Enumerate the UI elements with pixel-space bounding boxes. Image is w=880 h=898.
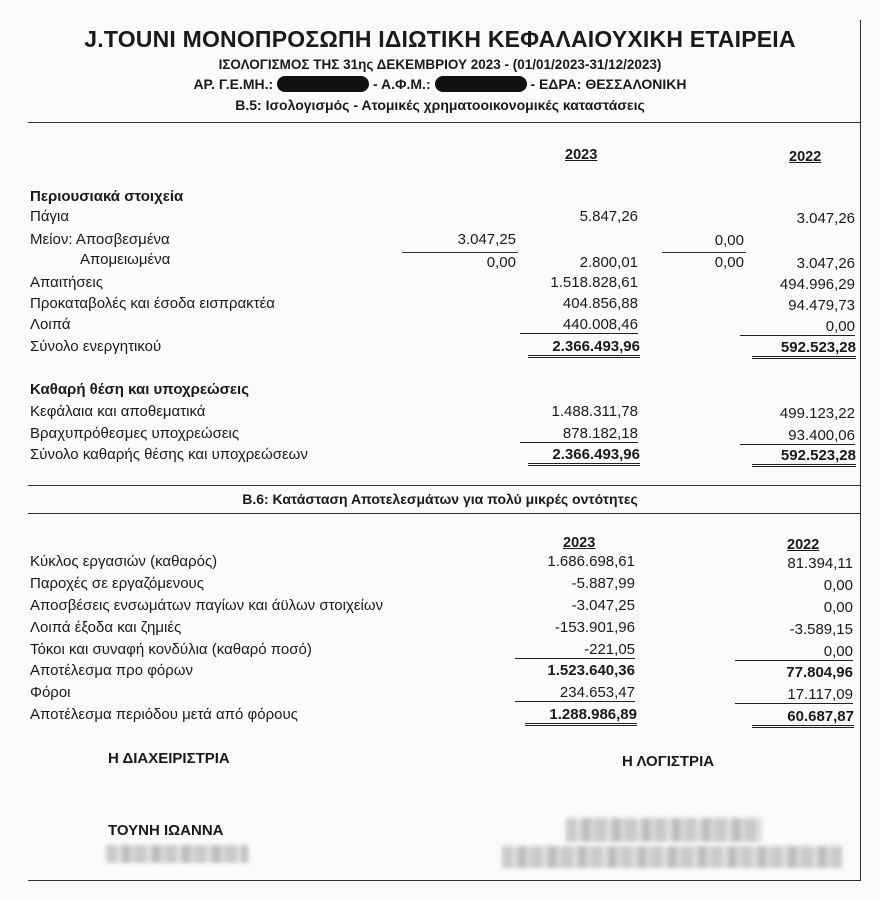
income-row-2023: 1.523.640,36 <box>547 662 635 679</box>
income-row-2023: 1.288.986,89 <box>525 706 637 726</box>
subtotal-rule-2023 <box>402 252 518 253</box>
impaired-sub-2023: 0,00 <box>486 254 516 271</box>
receivables-2022: 494.996,29 <box>779 276 855 293</box>
depr-sub-2022: 0,00 <box>714 232 744 249</box>
income-year-2023-header: 2023 <box>563 535 596 551</box>
section-b6-title: B.6: Κατάσταση Αποτελεσμάτων για πολύ μικρές οντότητες <box>242 491 638 507</box>
seat-text: - ΕΔΡΑ: ΘΕΣΣΑΛΟΝΙΚΗ <box>530 76 687 92</box>
less-depreciation-label: Μείον: Αποσβεσμένα <box>30 231 170 248</box>
income-row-2022: 17.117,09 <box>735 686 853 704</box>
fixed-label: Πάγια <box>30 208 70 225</box>
income-row-label: Φόροι <box>30 684 71 701</box>
total-assets-2023: 2.366.493,96 <box>528 338 640 358</box>
income-row-2023: -5.887,99 <box>571 575 635 592</box>
prepayments-2023: 404.856,88 <box>562 295 638 312</box>
capital-2023: 1.488.311,78 <box>551 403 638 420</box>
other-2022: 0,00 <box>740 318 855 336</box>
fixed-2023: 5.847,26 <box>579 208 638 225</box>
afm-label: - Α.Φ.Μ.: <box>372 76 431 92</box>
income-year-2022-header: 2022 <box>787 537 820 553</box>
income-row-2022: 0,00 <box>823 599 853 616</box>
section-b5-title: B.5: Ισολογισμός - Ατομικές χρηματοοικονομικές καταστάσεις <box>235 97 645 113</box>
income-row-label: Παροχές σε εργαζόμενους <box>30 575 204 592</box>
total-assets-2022: 592.523,28 <box>752 339 856 359</box>
income-row-2023: -3.047,25 <box>571 597 635 614</box>
income-row-2022: 81.394,11 <box>787 555 853 572</box>
income-row-2023: 1.686.698,61 <box>547 553 635 570</box>
impaired-label: Απομειωμένα <box>80 251 171 268</box>
other-label: Λοιπά <box>30 316 71 333</box>
net-fixed-2023: 2.800,01 <box>579 254 638 271</box>
accountant-title: Η ΛΟΓΙΣΤΡΙΑ <box>622 753 715 770</box>
divider <box>28 122 860 123</box>
depr-sub-2023: 3.047,25 <box>457 231 516 248</box>
income-row-2022: 0,00 <box>823 577 853 594</box>
income-row-label: Αποτέλεσμα περιόδου μετά από φόρους <box>30 706 298 723</box>
other-2023: 440.008,46 <box>520 316 638 334</box>
receivables-2023: 1.518.828,61 <box>550 274 638 291</box>
prepayments-2022: 94.479,73 <box>788 297 855 314</box>
income-row-2022: 0,00 <box>735 643 853 661</box>
income-row-2023: -153.901,96 <box>554 619 635 636</box>
net-fixed-2022: 3.047,26 <box>796 255 855 272</box>
receivables-label: Απαιτήσεις <box>30 274 103 291</box>
divider <box>28 485 860 486</box>
income-row-2023: 234.653,47 <box>515 684 635 702</box>
assets-heading: Περιουσιακά στοιχεία <box>30 188 184 205</box>
income-row-label: Αποτέλεσμα προ φόρων <box>30 662 194 679</box>
administrator-name: ΤΟΥΝΗ ΙΩΑΝΝΑ <box>108 822 224 839</box>
income-row-2022: 60.687,87 <box>752 708 854 728</box>
total-assets-label: Σύνολο ενεργητικού <box>30 338 162 355</box>
fixed-2022: 3.047,26 <box>796 210 855 227</box>
prepayments-label: Προκαταβολές και έσοδα εισπρακτέα <box>30 295 275 312</box>
gemi-redacted <box>277 76 369 92</box>
divider <box>28 513 860 514</box>
afm-redacted <box>435 76 527 92</box>
income-row-label: Τόκοι και συναφή κονδύλια (καθαρό ποσό) <box>30 641 312 658</box>
short-term-2023: 878.182,18 <box>520 425 638 443</box>
year-2023-header: 2023 <box>565 147 598 163</box>
income-row-label: Κύκλος εργασιών (καθαρός) <box>30 553 218 570</box>
income-row-2022: -3.589,15 <box>789 621 853 638</box>
income-row-2023: -221,05 <box>515 641 635 659</box>
year-2022-header: 2022 <box>789 149 822 165</box>
balance-sheet-title: ΙΣΟΛΟΓΙΣΜΟΣ ΤΗΣ 31ης ΔΕΚΕΜΒΡΙΟΥ 2023 - (01/01/2023-31/12/2023) <box>218 57 662 72</box>
equity-heading: Καθαρή θέση και υποχρεώσεις <box>30 381 250 398</box>
company-title: J.TOUNI ΜΟΝΟΠΡΟΣΩΠΗ ΙΔΙΩΤΙΚΗ ΚΕΦΑΛΑΙΟΥΧΙΚΗ ΕΤΑΙΡΕΙΑ <box>84 26 796 52</box>
administrator-title: Η ΔΙΑΧΕΙΡΙΣΤΡΙΑ <box>108 750 230 767</box>
short-term-label: Βραχυπρόθεσμες υποχρεώσεις <box>30 425 240 442</box>
impaired-sub-2022: 0,00 <box>714 254 744 271</box>
capital-2022: 499.123,22 <box>779 405 855 422</box>
gemi-label: ΑΡ. Γ.Ε.ΜΗ.: <box>193 76 274 92</box>
total-equity-liab-2022: 592.523,28 <box>752 447 856 467</box>
redacted-accountant-name <box>566 818 762 842</box>
short-term-2022: 93.400,06 <box>740 427 855 445</box>
registry-line <box>0 76 880 92</box>
total-equity-liab-label: Σύνολο καθαρής θέσης και υποχρεώσεων <box>30 446 308 463</box>
subtotal-rule-2022 <box>662 252 746 253</box>
total-equity-liab-2023: 2.366.493,96 <box>528 446 640 466</box>
income-row-2022: 77.804,96 <box>786 664 853 681</box>
redacted-administrator-detail <box>106 845 248 863</box>
redacted-accountant-detail <box>502 846 842 868</box>
capital-label: Κεφάλαια και αποθεματικά <box>30 403 206 420</box>
income-row-label: Αποσβέσεις ενσωμάτων παγίων και άϋλων στοιχείων <box>30 597 384 614</box>
income-row-label: Λοιπά έξοδα και ζημιές <box>30 619 182 636</box>
